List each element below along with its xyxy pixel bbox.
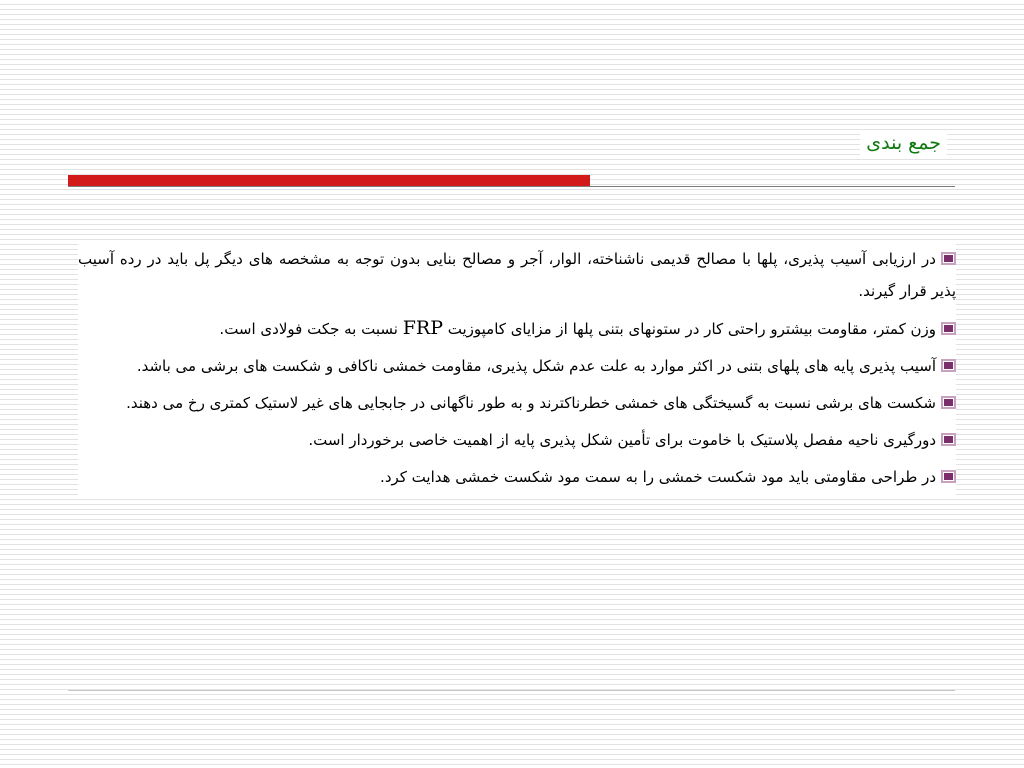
bullet-list: [78, 243, 956, 493]
bullet-text-after: نسبت به جکت فولادی است.: [219, 320, 403, 338]
footer-rule: [68, 690, 955, 691]
framed-square-bullet-icon: [941, 470, 956, 483]
bullet-text: در ارزیابی آسیب پذیری، پلها با مصالح قدیمی ناشناخته، الوار، آجر و مصالح بنایی بدون توجه به مشخصه های دیگر پل باید در رده آسیب پذیر قرار گیرند.: [78, 250, 956, 300]
bullet-text: شکست های برشی نسبت به گسیختگی های خمشی خطرناکترند و به طور ناگهانی در جابجایی های غیر لاستیک کمتری رخ می دهند.: [126, 394, 936, 412]
bullet-item-2: [78, 312, 956, 345]
bullet-text: در طراحی مقاومتی باید مود شکست خمشی را به سمت مود شکست خمشی هدایت کرد.: [380, 468, 936, 486]
framed-square-bullet-icon: [941, 433, 956, 446]
title-rule: [68, 175, 955, 187]
bullet-item-4: [78, 387, 956, 419]
content-area: [78, 243, 956, 498]
framed-square-bullet-icon: [941, 252, 956, 265]
slide-title: جمع بندی: [860, 130, 947, 156]
bullet-item-1: [78, 243, 956, 307]
bullet-text-before: وزن کمتر، مقاومت بیشترو راحتی کار در ستونهای بتنی پلها از مزایای کامپوزیت: [442, 320, 936, 338]
framed-square-bullet-icon: [941, 322, 956, 335]
frp-term: FRP: [402, 317, 443, 339]
title-underline: [68, 186, 955, 187]
bullet-item-6: [78, 461, 956, 493]
framed-square-bullet-icon: [941, 359, 956, 372]
bullet-item-5: [78, 424, 956, 456]
framed-square-bullet-icon: [941, 396, 956, 409]
bullet-item-3: [78, 350, 956, 382]
bullet-text: دورگیری ناحیه مفصل پلاستیک با خاموت برای تأمین شکل پذیری پایه از اهمیت خاصی برخوردار است.: [308, 431, 936, 449]
bullet-text: آسیب پذیری پایه های پلهای بتنی در اکثر موارد به علت عدم شکل پذیری، مقاومت خمشی ناکافی و شکست های برشی می باشد.: [136, 357, 936, 375]
